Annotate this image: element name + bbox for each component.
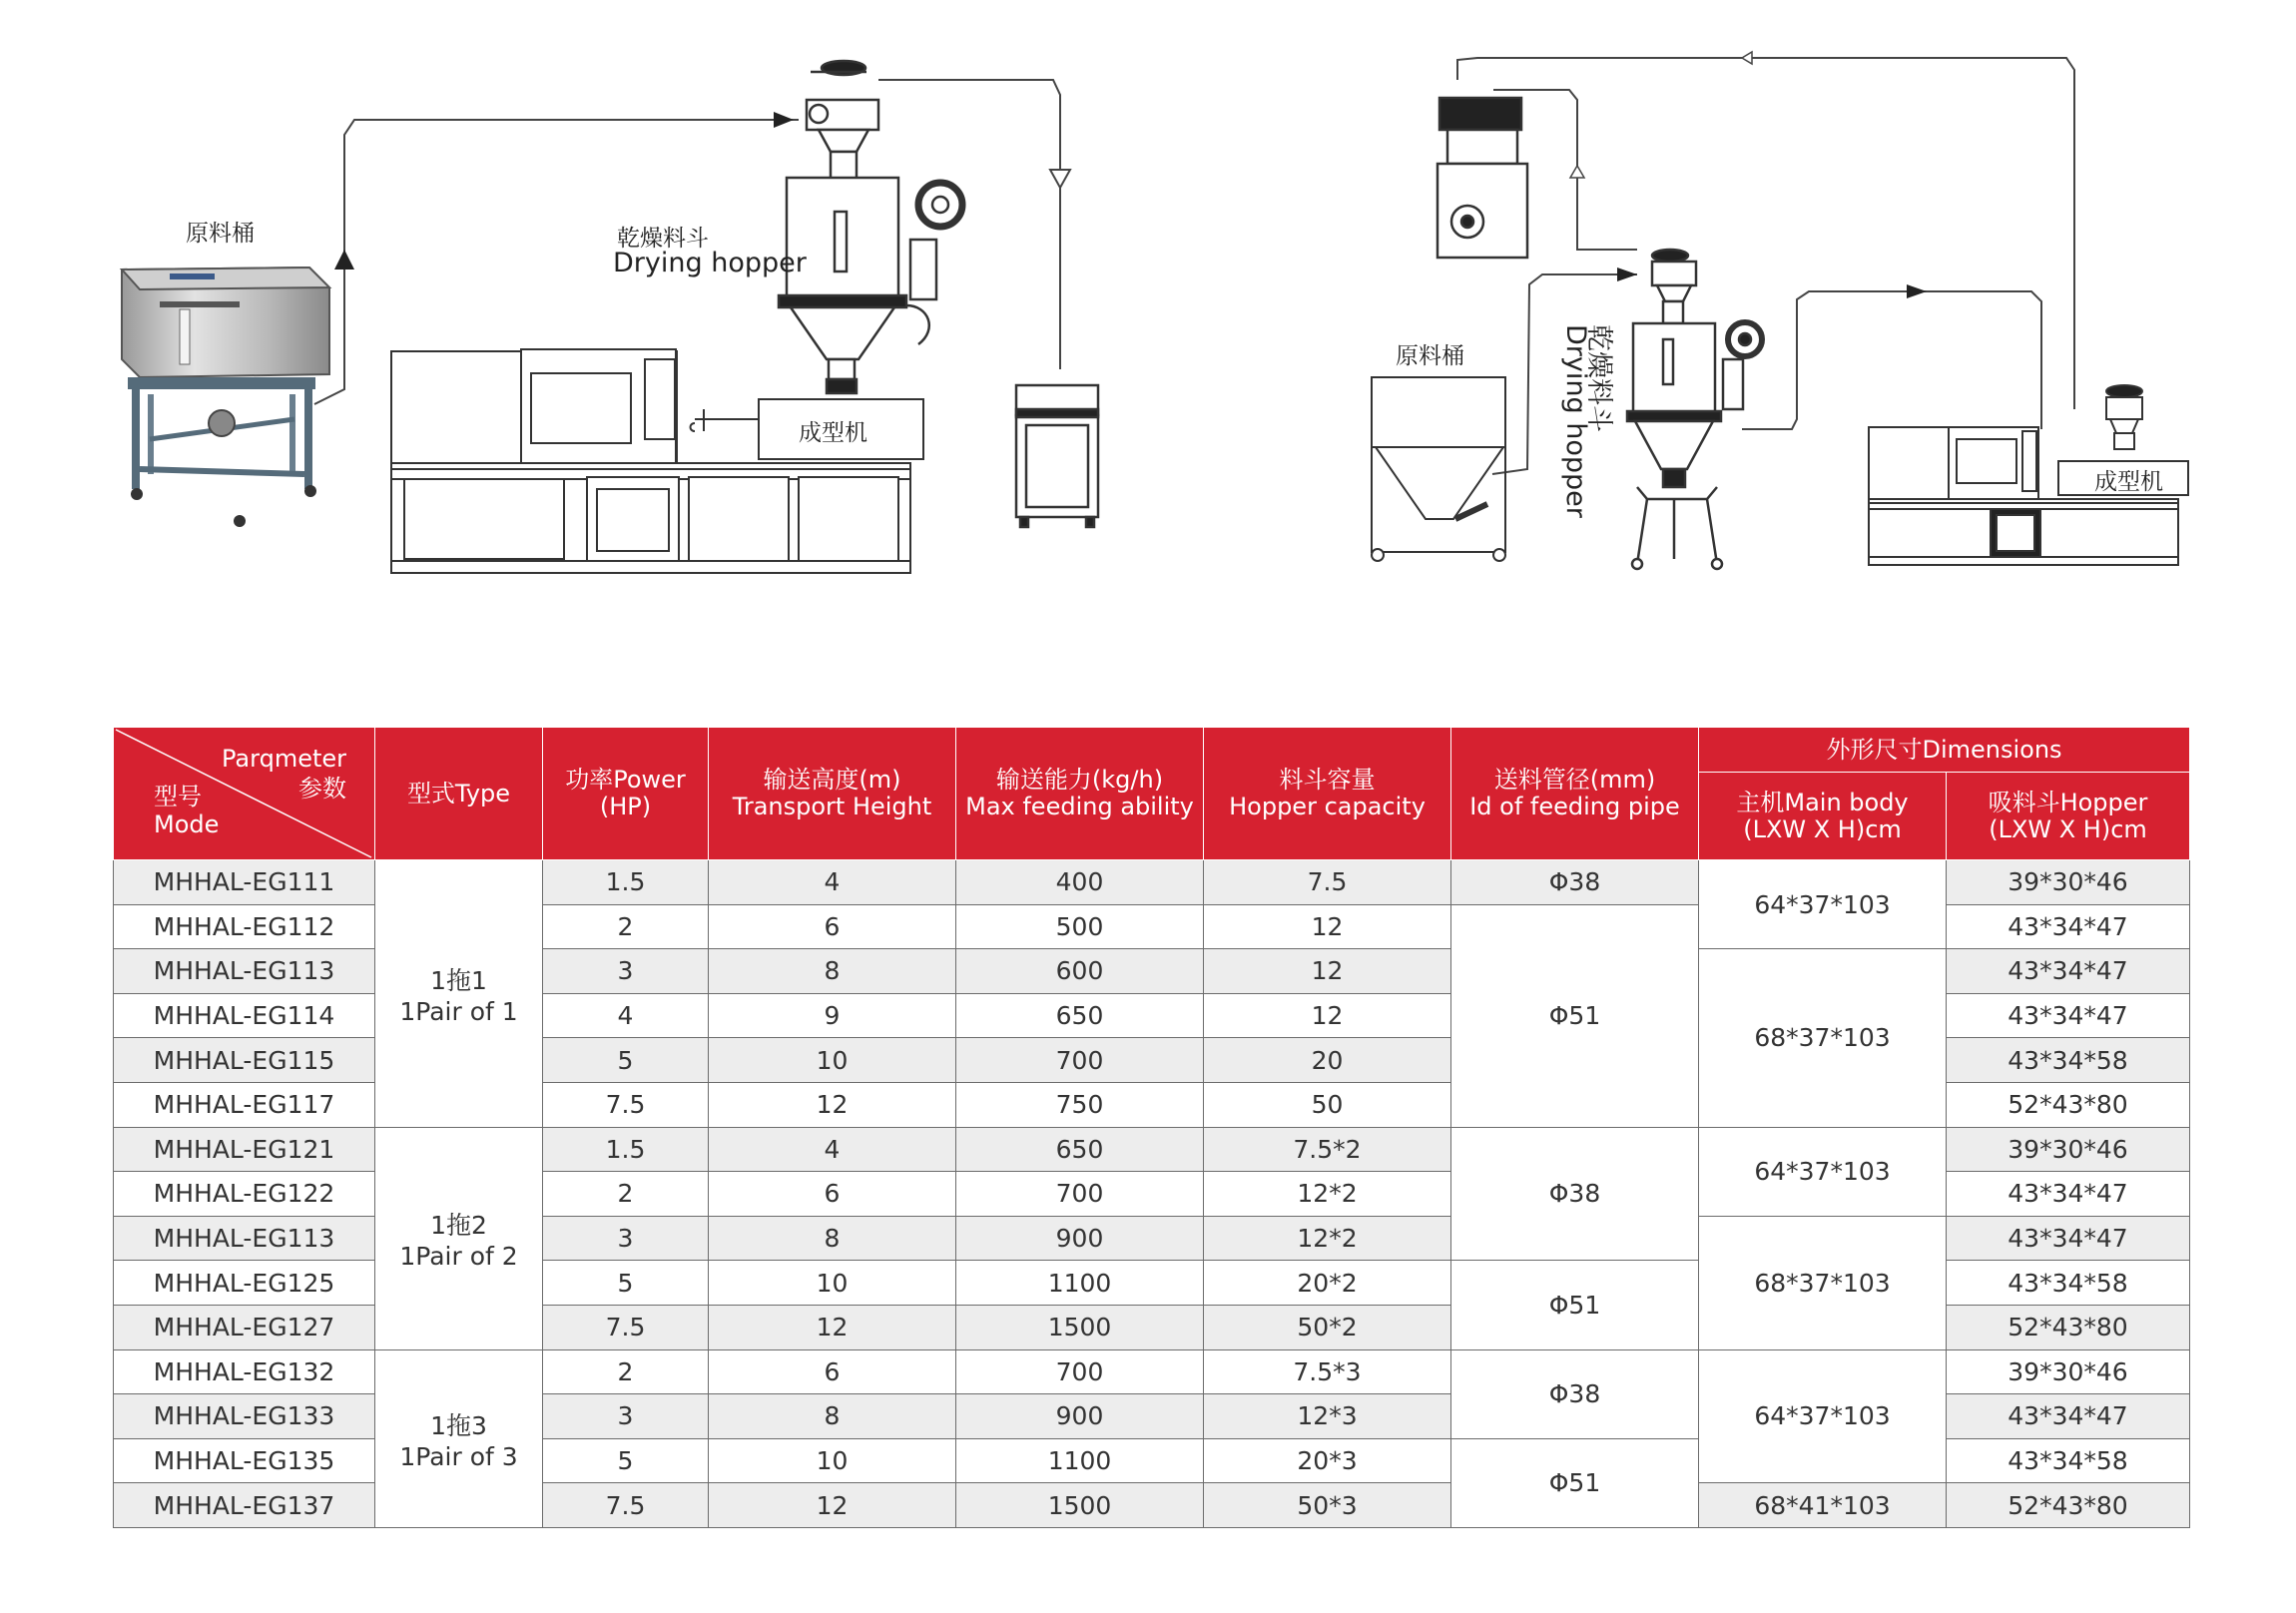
left-barrel-label: 原料桶 bbox=[186, 221, 255, 247]
cell-ability: 650 bbox=[956, 993, 1204, 1038]
cell-height: 10 bbox=[709, 1038, 956, 1083]
cell-hopper: 43*34*47 bbox=[1947, 1394, 2190, 1439]
cell-hopper: 52*43*80 bbox=[1947, 1305, 2190, 1349]
cell-height: 6 bbox=[709, 904, 956, 949]
header-dimensions: 外形尺寸Dimensions bbox=[1699, 728, 2190, 773]
cell-capacity: 50*3 bbox=[1204, 1483, 1451, 1528]
cell-height: 8 bbox=[709, 949, 956, 994]
cell-main-body: 68*41*103 bbox=[1699, 1483, 1947, 1528]
cell-height: 10 bbox=[709, 1261, 956, 1306]
cell-height: 4 bbox=[709, 860, 956, 905]
header-pipe-line1: 送料管径(mm) bbox=[1493, 766, 1656, 794]
cell-capacity: 7.5*3 bbox=[1204, 1349, 1451, 1394]
cell-capacity: 7.5 bbox=[1204, 860, 1451, 905]
header-type: 型式Type bbox=[375, 728, 543, 860]
header-main-body-line1: 主机Main body bbox=[1736, 788, 1909, 816]
cell-model: MHHAL-EG137 bbox=[114, 1483, 375, 1528]
corner-parameter-cn: 参数 bbox=[298, 775, 346, 803]
cell-main-body: 64*37*103 bbox=[1699, 1349, 1947, 1483]
left-drying-hopper-illustration bbox=[779, 61, 962, 393]
cell-ability: 1500 bbox=[956, 1305, 1204, 1349]
cell-power: 5 bbox=[543, 1261, 709, 1306]
cell-power: 2 bbox=[543, 904, 709, 949]
header-capacity-line1: 料斗容量 bbox=[1279, 766, 1376, 794]
header-hopper-line1: 吸料斗Hopper bbox=[1988, 788, 2148, 816]
cell-hopper: 39*30*46 bbox=[1947, 1127, 2190, 1172]
cell-hopper: 52*43*80 bbox=[1947, 1483, 2190, 1528]
cell-pipe: Φ51 bbox=[1451, 1438, 1699, 1527]
cell-model: MHHAL-EG115 bbox=[114, 1038, 375, 1083]
left-loader-illustration bbox=[1016, 385, 1098, 527]
cell-power: 7.5 bbox=[543, 1483, 709, 1528]
cell-capacity: 7.5*2 bbox=[1204, 1127, 1451, 1172]
cell-model: MHHAL-EG121 bbox=[114, 1127, 375, 1172]
cell-model: MHHAL-EG127 bbox=[114, 1305, 375, 1349]
cell-ability: 500 bbox=[956, 904, 1204, 949]
cell-model: MHHAL-EG135 bbox=[114, 1438, 375, 1483]
header-height bbox=[709, 728, 956, 860]
right-barrel-illustration bbox=[1372, 377, 1505, 561]
cell-ability: 1100 bbox=[956, 1261, 1204, 1306]
cell-type-group bbox=[375, 1127, 543, 1349]
right-hopper-label-en: Drying hopper bbox=[1560, 324, 1591, 518]
cell-main-body: 68*37*103 bbox=[1699, 1216, 1947, 1349]
type-group-cn: 1拖2 bbox=[430, 1211, 487, 1241]
cell-capacity: 20*3 bbox=[1204, 1438, 1451, 1483]
cell-ability: 700 bbox=[956, 1172, 1204, 1217]
cell-power: 5 bbox=[543, 1438, 709, 1483]
cell-power: 4 bbox=[543, 993, 709, 1038]
cell-type-group bbox=[375, 1349, 543, 1527]
table-row bbox=[114, 860, 2190, 905]
cell-capacity: 12*2 bbox=[1204, 1172, 1451, 1217]
cell-hopper: 43*34*47 bbox=[1947, 1172, 2190, 1217]
header-capacity-line2: Hopper capacity bbox=[1229, 793, 1426, 820]
cell-power: 3 bbox=[543, 1216, 709, 1261]
cell-ability: 900 bbox=[956, 1394, 1204, 1439]
corner-parameter-en: Parqmeter bbox=[222, 745, 346, 773]
header-ability-line1: 输送能力(kg/h) bbox=[995, 766, 1164, 794]
header-main-body bbox=[1699, 773, 1947, 860]
header-pipe bbox=[1451, 728, 1699, 860]
cell-height: 4 bbox=[709, 1127, 956, 1172]
header-hopper-line2: (LXW X H)cm bbox=[1989, 814, 2147, 843]
cell-ability: 400 bbox=[956, 860, 1204, 905]
cell-ability: 700 bbox=[956, 1038, 1204, 1083]
cell-hopper: 43*34*47 bbox=[1947, 949, 2190, 994]
corner-model-en: Mode bbox=[154, 810, 220, 838]
corner-model-cn: 型号 bbox=[154, 783, 202, 810]
right-dryer-illustration bbox=[1437, 98, 1527, 258]
right-hopper-label-cn: 乾燥料斗 bbox=[1583, 324, 1614, 432]
table-row bbox=[114, 1349, 2190, 1394]
cell-hopper: 52*43*80 bbox=[1947, 1082, 2190, 1127]
type-group-cn: 1拖3 bbox=[430, 1410, 487, 1440]
cell-power: 1.5 bbox=[543, 1127, 709, 1172]
cell-model: MHHAL-EG114 bbox=[114, 993, 375, 1038]
cell-height: 12 bbox=[709, 1305, 956, 1349]
header-height-line1: 输送高度(m) bbox=[763, 766, 901, 794]
left-hopper-label-cn: 乾燥料斗 bbox=[617, 226, 709, 252]
cell-ability: 1100 bbox=[956, 1438, 1204, 1483]
cell-main-body: 64*37*103 bbox=[1699, 1127, 1947, 1216]
cell-ability: 650 bbox=[956, 1127, 1204, 1172]
cell-model: MHHAL-EG132 bbox=[114, 1349, 375, 1394]
cell-model: MHHAL-EG117 bbox=[114, 1082, 375, 1127]
header-ability-line2: Max feeding ability bbox=[965, 793, 1194, 820]
right-drying-hopper-illustration bbox=[1627, 250, 1762, 569]
process-diagrams bbox=[0, 0, 2296, 639]
cell-power: 2 bbox=[543, 1349, 709, 1394]
header-power-line2: (HP) bbox=[599, 793, 652, 820]
header-main-body-line2: (LXW X H)cm bbox=[1743, 814, 1902, 843]
cell-type-group bbox=[375, 860, 543, 1128]
cell-capacity: 12*2 bbox=[1204, 1216, 1451, 1261]
cell-hopper: 43*34*58 bbox=[1947, 1438, 2190, 1483]
left-hopper-label-en: Drying hopper bbox=[613, 248, 807, 278]
left-machine-label: 成型机 bbox=[799, 420, 867, 446]
cell-model: MHHAL-EG111 bbox=[114, 860, 375, 905]
type-group-en: 1Pair of 2 bbox=[399, 1242, 518, 1272]
header-hopper bbox=[1947, 773, 2190, 860]
cell-model: MHHAL-EG112 bbox=[114, 904, 375, 949]
header-power-line1: 功率Power bbox=[565, 766, 686, 794]
cell-ability: 900 bbox=[956, 1216, 1204, 1261]
cell-pipe: Φ51 bbox=[1451, 1261, 1699, 1349]
header-ability bbox=[956, 728, 1204, 860]
cell-power: 3 bbox=[543, 1394, 709, 1439]
spec-table-body bbox=[114, 860, 2190, 1528]
cell-hopper: 39*30*46 bbox=[1947, 860, 2190, 905]
cell-pipe: Φ38 bbox=[1451, 860, 1699, 905]
header-pipe-line2: Id of feeding pipe bbox=[1469, 793, 1680, 820]
cell-height: 6 bbox=[709, 1349, 956, 1394]
cell-hopper: 43*34*58 bbox=[1947, 1261, 2190, 1306]
cell-model: MHHAL-EG113 bbox=[114, 949, 375, 994]
type-group-cn: 1拖1 bbox=[430, 965, 487, 995]
cell-height: 10 bbox=[709, 1438, 956, 1483]
process-diagrams-svg bbox=[0, 0, 2296, 639]
cell-height: 9 bbox=[709, 993, 956, 1038]
cell-ability: 700 bbox=[956, 1349, 1204, 1394]
corner-header bbox=[114, 728, 375, 860]
cell-model: MHHAL-EG133 bbox=[114, 1394, 375, 1439]
cell-power: 2 bbox=[543, 1172, 709, 1217]
type-group-en: 1Pair of 3 bbox=[399, 1441, 518, 1471]
right-barrel-label: 原料桶 bbox=[1396, 343, 1464, 369]
cell-ability: 750 bbox=[956, 1082, 1204, 1127]
cell-height: 6 bbox=[709, 1172, 956, 1217]
cell-pipe: Φ38 bbox=[1451, 1349, 1699, 1438]
cell-power: 5 bbox=[543, 1038, 709, 1083]
cell-capacity: 12*3 bbox=[1204, 1394, 1451, 1439]
cell-capacity: 50*2 bbox=[1204, 1305, 1451, 1349]
cell-hopper: 39*30*46 bbox=[1947, 1349, 2190, 1394]
spec-table bbox=[113, 727, 2190, 1528]
cell-capacity: 12 bbox=[1204, 949, 1451, 994]
cell-model: MHHAL-EG122 bbox=[114, 1172, 375, 1217]
cell-capacity: 12 bbox=[1204, 993, 1451, 1038]
cell-ability: 600 bbox=[956, 949, 1204, 994]
cell-height: 12 bbox=[709, 1483, 956, 1528]
cell-pipe: Φ38 bbox=[1451, 1127, 1699, 1261]
right-machine-label: 成型机 bbox=[2094, 469, 2163, 495]
cell-capacity: 50 bbox=[1204, 1082, 1451, 1127]
header-power bbox=[543, 728, 709, 860]
cell-hopper: 43*34*47 bbox=[1947, 993, 2190, 1038]
header-capacity bbox=[1204, 728, 1451, 860]
type-group-en: 1Pair of 1 bbox=[399, 996, 518, 1026]
cell-height: 8 bbox=[709, 1394, 956, 1439]
cell-hopper: 43*34*47 bbox=[1947, 904, 2190, 949]
cell-model: MHHAL-EG113 bbox=[114, 1216, 375, 1261]
table-row bbox=[114, 1127, 2190, 1172]
cell-power: 7.5 bbox=[543, 1082, 709, 1127]
header-height-line2: Transport Height bbox=[732, 793, 932, 820]
cell-power: 1.5 bbox=[543, 860, 709, 905]
cell-height: 8 bbox=[709, 1216, 956, 1261]
cell-capacity: 12 bbox=[1204, 904, 1451, 949]
cell-hopper: 43*34*58 bbox=[1947, 1038, 2190, 1083]
cell-capacity: 20 bbox=[1204, 1038, 1451, 1083]
cell-power: 3 bbox=[543, 949, 709, 994]
cell-height: 12 bbox=[709, 1082, 956, 1127]
cell-power: 7.5 bbox=[543, 1305, 709, 1349]
cell-main-body: 68*37*103 bbox=[1699, 949, 1947, 1127]
left-barrel-illustration bbox=[122, 268, 329, 527]
cell-capacity: 20*2 bbox=[1204, 1261, 1451, 1306]
cell-ability: 1500 bbox=[956, 1483, 1204, 1528]
cell-main-body: 64*37*103 bbox=[1699, 860, 1947, 949]
cell-hopper: 43*34*47 bbox=[1947, 1216, 2190, 1261]
cell-pipe: Φ51 bbox=[1451, 904, 1699, 1127]
cell-model: MHHAL-EG125 bbox=[114, 1261, 375, 1306]
